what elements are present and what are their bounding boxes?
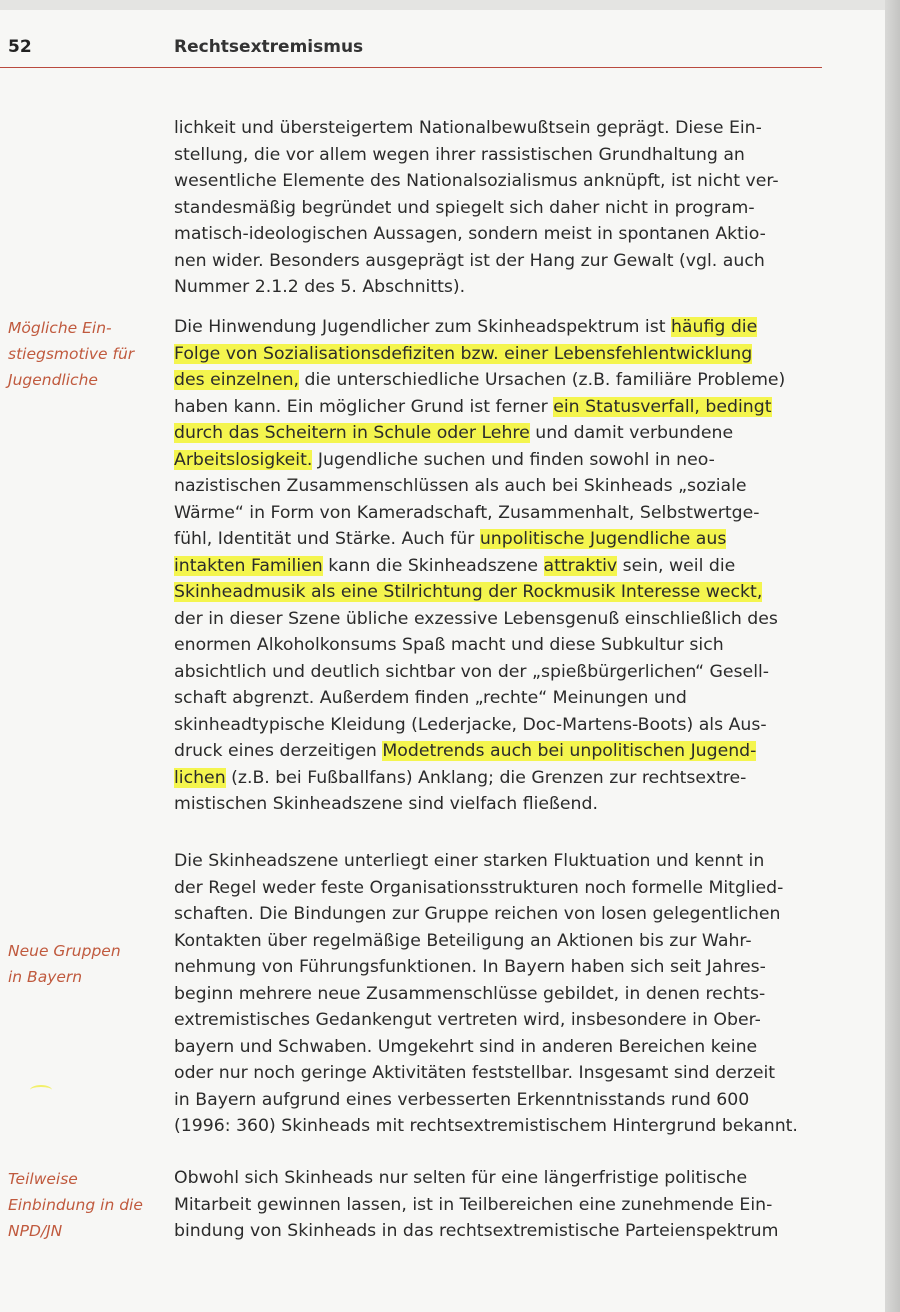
highlighted-text: Skinheadmusik als eine Stilrichtung der Rockmusik Interesse weckt, bbox=[174, 582, 763, 602]
highlighted-text: lichen bbox=[174, 767, 226, 788]
text-line bbox=[174, 394, 822, 421]
highlighted-text: attraktiv bbox=[543, 555, 618, 576]
text-line: absichtlich und deutlich sichtbar von der „spießbürgerlichen“ Gesell- bbox=[174, 661, 770, 682]
text-run: Die Hinwendung Jugendlicher zum Skinheadspektrum ist bbox=[174, 317, 671, 337]
text-line: schaften. Die Bindungen zur Gruppe reichen von losen gelegentlichen bbox=[174, 904, 781, 924]
text-run: sein, weil die bbox=[617, 555, 736, 576]
highlighted-text: intakten Familien bbox=[174, 555, 323, 576]
highlighted-text: ein Statusverfall, bedingt bbox=[553, 396, 772, 417]
text-line bbox=[174, 341, 822, 368]
text-run: haben kann. Ein möglicher Grund ist ferner bbox=[174, 396, 554, 417]
text-line bbox=[174, 420, 822, 447]
text-line bbox=[174, 553, 822, 580]
text-line bbox=[174, 526, 822, 553]
text-run: (z.B. bei Fußballfans) Anklang; die Grenzen zur rechtsextre- bbox=[225, 767, 747, 788]
scan-top-edge bbox=[0, 0, 900, 10]
text-line: Obwohl sich Skinheads nur selten für eine längerfristige politische bbox=[174, 1168, 748, 1188]
text-line: nen wider. Besonders ausgeprägt ist der Hang zur Gewalt (vgl. auch bbox=[174, 250, 765, 271]
text-run: druck eines derzeitigen bbox=[174, 741, 383, 761]
highlighted-text: häufig die bbox=[670, 317, 758, 337]
text-line: Kontakten über regelmäßige Beteiligung an Aktionen bis zur Wahr- bbox=[174, 930, 752, 951]
paragraph-1 bbox=[174, 115, 822, 301]
highlighted-text: durch das Scheitern in Schule oder Lehre bbox=[174, 423, 530, 443]
page-number: 52 bbox=[8, 37, 32, 57]
text-line: mistischen Skinheadszene sind vielfach fließend. bbox=[174, 794, 598, 814]
text-line: matisch-ideologischen Aussagen, sondern meist in spontanen Aktio- bbox=[174, 224, 766, 244]
text-line: der in dieser Szene übliche exzessive Lebensgenuß einschließlich des bbox=[174, 608, 778, 629]
text-line bbox=[174, 765, 822, 792]
text-line bbox=[174, 367, 822, 394]
text-line: Nummer 2.1.2 des 5. Abschnitts). bbox=[174, 277, 466, 297]
text-line bbox=[174, 738, 822, 765]
text-line: lichkeit und übersteigertem Nationalbewußtsein geprägt. Diese Ein- bbox=[174, 118, 762, 138]
text-line: Wärme“ in Form von Kameradschaft, Zusammenhalt, Selbstwertge- bbox=[174, 502, 760, 523]
text-line: bindung von Skinheads in das rechtsextremistische Parteienspektrum bbox=[174, 1221, 779, 1241]
text-line: Die Skinheadszene unterliegt einer starken Fluktuation und kennt in bbox=[174, 851, 765, 871]
sidenote-line: NPD/JN bbox=[8, 1222, 63, 1240]
paragraph-4 bbox=[174, 1165, 822, 1245]
sidenote-line: Jugendliche bbox=[8, 371, 98, 389]
text-run: die unterschiedliche Ursachen (z.B. familiäre Probleme) bbox=[299, 370, 786, 390]
text-line: skinheadtypische Kleidung (Lederjacke, Doc-Martens-Boots) als Aus- bbox=[174, 714, 767, 735]
text-line: beginn mehrere neue Zusammenschlüsse gebildet, in denen rechts- bbox=[174, 983, 766, 1004]
text-line: der Regel weder feste Organisationsstrukturen noch formelle Mitglied- bbox=[174, 877, 784, 898]
text-line: Mitarbeit gewinnen lassen, ist in Teilbereichen eine zunehmende Ein- bbox=[174, 1194, 773, 1215]
page-header bbox=[0, 33, 822, 68]
text-line bbox=[174, 579, 822, 606]
sidenote-entry-npd bbox=[8, 1166, 158, 1244]
text-line: bayern und Schwaben. Umgekehrt sind in anderen Bereichen keine bbox=[174, 1036, 758, 1057]
text-run: und damit verbundene bbox=[529, 423, 734, 443]
scan-right-edge bbox=[885, 0, 900, 1312]
highlighted-text: Folge von Sozialisationsdefiziten bzw. einer Lebensfehlentwicklung bbox=[174, 343, 753, 364]
text-line: extremistisches Gedankengut vertreten wird, insbesondere in Ober- bbox=[174, 1010, 761, 1030]
highlighter-mark bbox=[30, 1085, 52, 1095]
text-line: nazistischen Zusammenschlüssen als auch bei Skinheads „soziale bbox=[174, 476, 747, 496]
text-run: Jugendliche suchen und finden sowohl in neo- bbox=[312, 449, 715, 470]
sidenote-entry-groups bbox=[8, 938, 158, 990]
sidenote-entry-motives bbox=[8, 315, 158, 393]
text-line: nehmung von Führungsfunktionen. In Bayern haben sich seit Jahres- bbox=[174, 957, 766, 977]
sidenote-line: Teilweise bbox=[8, 1170, 78, 1188]
running-head: Rechtsextremismus bbox=[174, 37, 364, 57]
text-line: oder nur noch geringe Aktivitäten feststellbar. Insgesamt sind derzeit bbox=[174, 1063, 776, 1083]
text-line: in Bayern aufgrund eines verbesserten Erkenntnisstands rund 600 bbox=[174, 1089, 750, 1110]
text-run: kann die Skinheadszene bbox=[322, 555, 544, 576]
text-line: stellung, die vor allem wegen ihrer rassistischen Grundhaltung an bbox=[174, 144, 745, 165]
paragraph-2 bbox=[174, 314, 822, 818]
text-run: fühl, Identität und Stärke. Auch für bbox=[174, 529, 480, 549]
sidenote-line: Neue Gruppen bbox=[8, 942, 121, 960]
text-line: schaft abgrenzt. Außerdem finden „rechte“ Meinungen und bbox=[174, 688, 687, 708]
sidenote-line: Mögliche Ein- bbox=[8, 319, 112, 337]
highlighted-text: unpolitische Jugendliche aus bbox=[479, 529, 727, 549]
text-line bbox=[174, 314, 822, 341]
highlighted-text: des einzelnen, bbox=[174, 370, 300, 390]
text-line: enormen Alkoholkonsums Spaß macht und diese Subkultur sich bbox=[174, 635, 724, 655]
paragraph-3 bbox=[174, 848, 822, 1140]
highlighted-text: Arbeitslosigkeit. bbox=[174, 449, 313, 470]
text-line: wesentliche Elemente des Nationalsozialismus anknüpft, ist nicht ver- bbox=[174, 171, 779, 191]
sidenote-line: Einbindung in die bbox=[8, 1196, 143, 1214]
sidenote-line: in Bayern bbox=[8, 968, 83, 986]
text-line: (1996: 360) Skinheads mit rechtsextremistischem Hintergrund bekannt. bbox=[174, 1116, 798, 1136]
sidenote-line: stiegsmotive für bbox=[8, 345, 135, 363]
highlighted-text: Modetrends auch bei unpolitischen Jugend- bbox=[382, 741, 757, 761]
text-line: standesmäßig begründet und spiegelt sich daher nicht in program- bbox=[174, 197, 755, 218]
text-line bbox=[174, 447, 822, 474]
